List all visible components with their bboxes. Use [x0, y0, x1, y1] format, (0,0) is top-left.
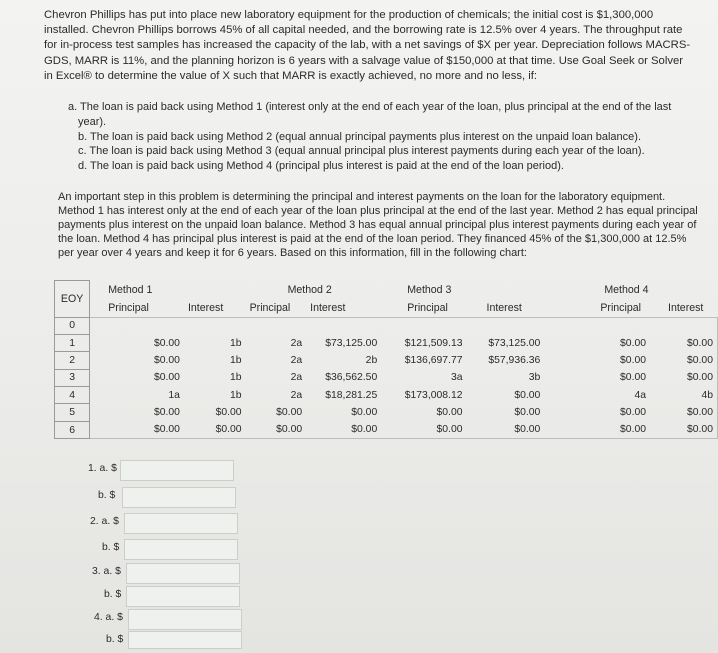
part-d: d. The loan is paid back using Method 4 (principal plus interest is paid at the end of the loan period).: [78, 160, 564, 173]
eoy-header: EOY: [55, 281, 90, 318]
answer-2a-input[interactable]: [124, 513, 238, 534]
m4-interest-cell: $0.00: [686, 407, 713, 419]
answer-label: 3. a. $: [92, 566, 121, 577]
answer-label: b. $: [98, 490, 116, 501]
answer-label: b. $: [104, 589, 122, 600]
m1-principal-cell: $0.00: [153, 354, 180, 366]
method4-principal-header: Principal: [600, 301, 641, 314]
answer-1b-input[interactable]: [122, 487, 236, 508]
m2-principal-cell: 2a: [290, 354, 303, 366]
m3-principal-cell: $0.00: [436, 407, 463, 419]
m2-principal-cell: 2a: [290, 372, 303, 384]
m4-interest-cell: [650, 317, 717, 334]
method2-header: Method 2: [287, 283, 332, 296]
part-c: c. The loan is paid back using Method 3 (equal annual principal plus interest payments during each year of the loan).: [78, 145, 645, 158]
m2-principal-cell: $0.00: [276, 424, 303, 436]
table-row: [55, 369, 718, 386]
m2-principal-cell: $0.00: [276, 407, 303, 419]
method3-principal-header: Principal: [407, 301, 448, 314]
m4-principal-cell: $0.00: [620, 354, 647, 366]
problem-statement: Chevron Phillips has put into place new laboratory equipment for the production of chemicals; the initial cost is $1,300,000 installed. Chevron Phillips borrows 45% of all capital needed, and the borrowing rate is 12.5% over 4 years. The throughput rate for in-process test samples has increased the capacity of the lab, with a net savings of $X per year. Depreciation follows MACRS-GDS, MARR is 11%, and the planning horizon is 6 years with a salvage value of $150,000 at that time. Use Goal Seek or Solver in Excel® to determine the value of X such that MARR is exactly achieved, no more and no less, if:: [44, 9, 691, 82]
answer-3a-input[interactable]: [126, 563, 240, 584]
m1-principal-cell: $0.00: [153, 407, 180, 419]
method1-principal-header: Principal: [108, 301, 149, 314]
m4-principal-cell: $0.00: [620, 372, 647, 384]
table-row: [55, 387, 718, 404]
m3-principal-cell: $0.00: [436, 424, 463, 436]
m1-interest-cell: 1b: [230, 372, 242, 384]
answer-label: 1. a. $: [88, 463, 117, 474]
m1-interest-cell: [184, 317, 246, 334]
method3-interest-header: Interest: [486, 301, 522, 314]
m2-principal-cell: [246, 317, 307, 334]
m2-principal-cell: 2a: [290, 389, 303, 401]
eoy-cell: 0: [55, 317, 90, 334]
m3-principal-cell: 3a: [450, 372, 463, 384]
method2-interest-header: Interest: [310, 301, 346, 314]
m2-interest-cell: $0.00: [351, 424, 378, 436]
m3-principal-cell: $136,697.77: [404, 354, 463, 366]
m3-interest-cell: $0.00: [514, 389, 541, 401]
m2-principal-cell: 2a: [290, 337, 303, 349]
m4-principal-cell: $0.00: [620, 337, 647, 349]
m2-interest-cell: [306, 317, 381, 334]
m4-principal-cell: $0.00: [620, 424, 647, 436]
m1-interest-cell: 1b: [230, 389, 242, 401]
m2-interest-cell: 2b: [365, 354, 378, 366]
m1-principal-cell: 1a: [168, 389, 180, 401]
loan-table-body: [55, 317, 718, 439]
answer-4a-input[interactable]: [128, 609, 242, 630]
answer-2a: [90, 516, 119, 527]
eoy-cell: 5: [55, 404, 90, 421]
problem-parts: [68, 100, 698, 174]
answer-1a: [88, 463, 117, 474]
m4-interest-cell: $0.00: [686, 354, 713, 366]
eoy-cell: 2: [55, 352, 90, 369]
m3-interest-cell: $73,125.00: [488, 337, 541, 349]
answer-1a-input[interactable]: [120, 460, 234, 481]
eoy-cell: 4: [55, 387, 90, 404]
answer-label: 2. a. $: [90, 516, 119, 527]
answer-2b-input[interactable]: [124, 539, 238, 560]
method1-interest-header: Interest: [187, 301, 224, 314]
m2-interest-cell: $36,562.50: [325, 372, 378, 384]
m1-principal-cell: $0.00: [153, 424, 180, 436]
answer-4b: [106, 634, 123, 645]
m3-interest-cell: [467, 317, 545, 334]
table-row: [55, 317, 718, 334]
m3-principal-cell: [381, 317, 466, 334]
method1-header: Method 1: [108, 283, 153, 296]
method3-header: Method 3: [407, 283, 452, 296]
m4-interest-cell: $0.00: [686, 424, 713, 436]
part-a-continued: year).: [78, 115, 107, 128]
table-row: [55, 352, 718, 369]
answer-label: b. $: [102, 542, 120, 553]
m4-principal-cell: [544, 317, 650, 334]
m4-interest-cell: $0.00: [686, 372, 713, 384]
eoy-cell: 3: [55, 369, 90, 386]
m4-interest-cell: $0.00: [686, 337, 713, 349]
answer-label: 4. a. $: [94, 612, 123, 623]
m3-principal-cell: $173,008.12: [404, 389, 463, 401]
m3-interest-cell: 3b: [528, 372, 541, 384]
eoy-cell: 1: [55, 334, 90, 351]
answer-1b: [98, 490, 115, 501]
m1-principal-cell: [90, 317, 184, 334]
part-a: a. The loan is paid back using Method 1 (interest only at the end of each year of the loan, plus principal at the end of the last: [68, 101, 672, 113]
answer-3b-input[interactable]: [126, 586, 240, 607]
table-row: [55, 334, 718, 351]
method4-header: Method 4: [604, 283, 649, 296]
m1-interest-cell: $0.00: [215, 424, 242, 436]
answer-label: b. $: [106, 634, 124, 645]
m4-principal-cell: $0.00: [620, 407, 647, 419]
m4-principal-cell: 4a: [634, 389, 647, 401]
m4-interest-cell: 4b: [701, 389, 713, 401]
instructions-paragraph: An important step in this problem is determining the principal and interest payments on the loan for the laboratory equipment. Method 1 has interest only at the end of each year of the loan plus principal at the end of the last year. Method 2 has equal principal payments plus interest on the unpaid loan balance. Method 3 has equal annual principal plus interest payments during each year of the loan. Method 4 has principal plus interest is paid at the end of the loan period. They financed 45% of the $1,300,000 at 12.5% per year over 4 years and keep it for 6 years. Based on this information, fill in the following chart:: [58, 191, 698, 259]
table-row: [55, 404, 718, 421]
m3-interest-cell: $0.00: [514, 424, 541, 436]
m1-interest-cell: 1b: [230, 337, 242, 349]
method4-interest-header: Interest: [668, 301, 704, 314]
answer-4a: [94, 612, 123, 623]
answer-4b-input[interactable]: [128, 631, 242, 649]
eoy-cell: 6: [55, 421, 90, 438]
m1-interest-cell: $0.00: [215, 407, 242, 419]
method2-principal-header: Principal: [249, 301, 291, 314]
part-b: b. The loan is paid back using Method 2 (equal annual principal payments plus interest on the unpaid loan balance).: [78, 130, 641, 143]
table-row: [55, 421, 718, 438]
m1-principal-cell: $0.00: [153, 337, 180, 349]
m2-interest-cell: $73,125.00: [325, 337, 378, 349]
m1-principal-cell: $0.00: [153, 372, 180, 384]
m2-interest-cell: $0.00: [351, 407, 378, 419]
m3-interest-cell: $57,936.36: [488, 354, 541, 366]
m3-principal-cell: $121,509.13: [404, 337, 463, 349]
loan-payment-table: [54, 280, 718, 439]
answer-3b: [104, 589, 121, 600]
m2-interest-cell: $18,281.25: [325, 389, 378, 401]
answer-3a: [92, 566, 121, 577]
answer-2b: [102, 542, 119, 553]
m1-interest-cell: 1b: [230, 354, 242, 366]
m3-interest-cell: $0.00: [514, 407, 541, 419]
